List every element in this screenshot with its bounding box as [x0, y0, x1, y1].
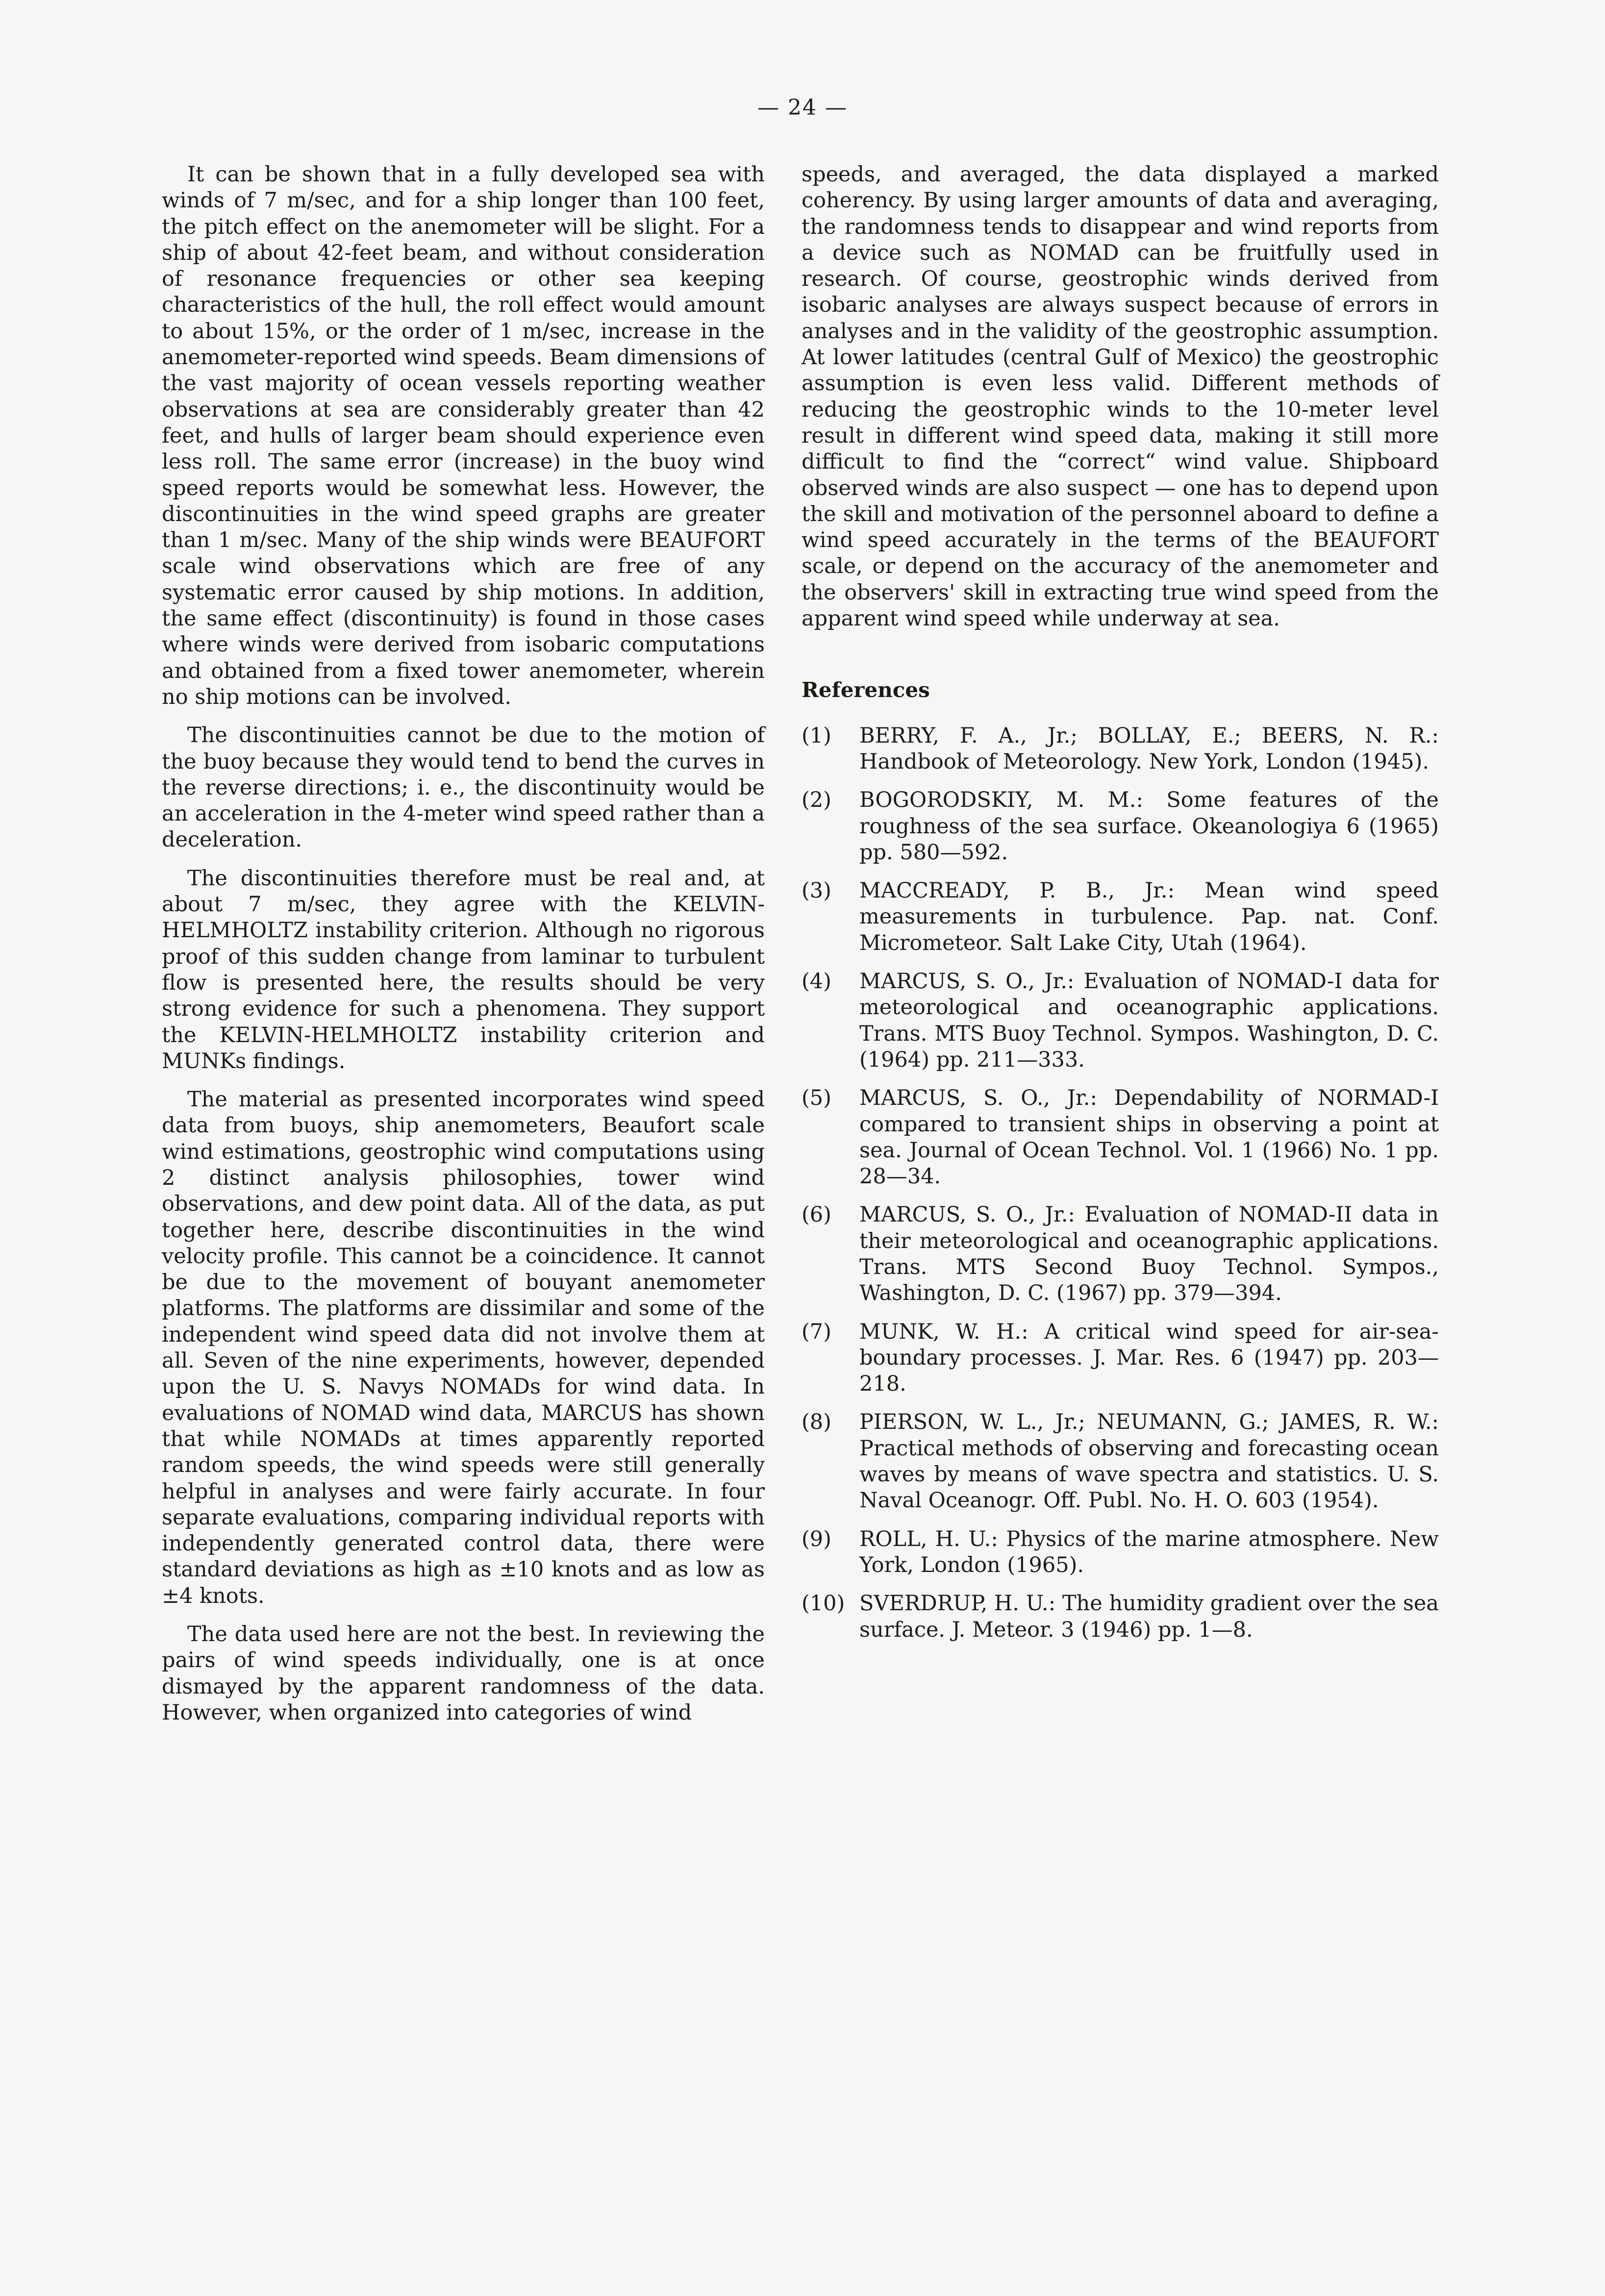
- reference-text: ROLL, H. U.: Physics of the marine atmosphere. New York, London (1965).: [859, 1526, 1439, 1577]
- reference-item: [802, 787, 1439, 866]
- page-number: — 24 —: [757, 95, 848, 120]
- left-column: [162, 162, 765, 1738]
- reference-text: SVERDRUP, H. U.: The humidity gradient over the sea surface. J. Meteor. 3 (1946) pp. 1—8.: [859, 1591, 1439, 1642]
- reference-text: MARCUS, S. O., Jr.: Evaluation of NOMAD-I data for meteorological and oceanographic applications. Trans. MTS Buoy Technol. Sympos. Washington, D. C. (1964) pp. 211—333.: [859, 969, 1439, 1072]
- body-paragraph-continued: speeds, and averaged, the data displayed a marked coherency. By using larger amounts of data and averaging, the randomness tends to disappear and wind reports from a device such as NOMAD can be fruitfully used in research. Of course, geostrophic winds derived from isobaric analyses are always suspect because of errors in analyses and in the validity of the geostrophic assumption. At lower latitudes (central Gulf of Mexico) the geostrophic assumption is even less valid. Different methods of reducing the geostrophic winds to the 10-meter level result in different wind speed data, making it still more difficult to find the “correct“ wind value. Shipboard observed winds are also suspect — one has to depend upon the skill and motivation of the personnel aboard to define a wind speed accurately in the terms of the BEAUFORT scale, or depend on the accuracy of the anemometer and the observers' skill in extracting true wind speed from the apparent wind speed while underway at sea.: [802, 162, 1439, 631]
- body-paragraph: The data used here are not the best. In reviewing the pairs of wind speeds individually, one is at once dismayed by the apparent randomness of the data. However, when organized into categories of wind: [162, 1622, 765, 1725]
- reference-text: MUNK, W. H.: A critical wind speed for air-sea-boundary processes. J. Mar. Res. 6 (1947) pp. 203—218.: [859, 1319, 1439, 1397]
- reference-text: BERRY, F. A., Jr.; BOLLAY, E.; BEERS, N. R.: Handbook of Meteorology. New York, London (1945).: [859, 723, 1439, 774]
- reference-number: (7): [802, 1319, 831, 1344]
- reference-text: BOGORODSKIY, M. M.: Some features of the roughness of the sea surface. Okeanologiya 6 (1965) pp. 580—592.: [859, 788, 1439, 865]
- body-paragraph: The discontinuities therefore must be real and, at about 7 m/sec, they agree with the KELVIN-HELMHOLTZ instability criterion. Although no rigorous proof of this sudden change from laminar to turbulent flow is presented here, the results should be very strong evidence for such a phenomena. They support the KELVIN-HELMHOLTZ instability criterion and MUNKs findings.: [162, 866, 765, 1073]
- reference-item: [802, 1202, 1439, 1306]
- reference-item: [802, 969, 1439, 1073]
- reference-item: [802, 723, 1439, 775]
- reference-number: (9): [802, 1526, 831, 1551]
- reference-item: [802, 1085, 1439, 1190]
- body-paragraph: The material as presented incorporates wind speed data from buoys, ship anemometers, Beaufort scale wind estimations, geostrophic wind computations using 2 distinct analysis philosophies, tower wind observations, and dew point data. All of the data, as put together here, describe discontinuities in the wind velocity profile. This cannot be a coincidence. It cannot be due to the movement of bouyant anemometer platforms. The platforms are dissimilar and some of the independent wind speed data did not involve them at all. Seven of the nine experiments, however, depended upon the U. S. Navys NOMADs for wind data. In evaluations of NOMAD wind data, MARCUS has shown that while NOMADs at times apparently reported random speeds, the wind speeds were still generally helpful in analyses and were fairly accurate. In four separate evaluations, comparing individual reports with independently generated control data, there were standard deviations as high as ±10 knots and as low as ±4 knots.: [162, 1087, 765, 1608]
- reference-item: [802, 1526, 1439, 1579]
- body-paragraph: It can be shown that in a fully developed sea with winds of 7 m/sec, and for a ship longer than 100 feet, the pitch effect on the anemometer will be slight. For a ship of about 42-feet beam, and without consideration of resonance frequencies or other sea keeping characteristics of the hull, the roll effect would amount to about 15%, or the order of 1 m/sec, increase in the anemometer-reported wind speeds. Beam dimensions of the vast majority of ocean vessels reporting weather observations at sea are considerably greater than 42 feet, and hulls of larger beam should experience even less roll. The same error (increase) in the buoy wind speed reports would be somewhat less. However, the discontinuities in the wind speed graphs are greater than 1 m/sec. Many of the ship winds were BEAUFORT scale wind observations which are free of any systematic error caused by ship motions. In addition, the same effect (discontinuity) is found in those cases where winds were derived from isobaric computations and obtained from a fixed tower anemometer, wherein no ship motions can be involved.: [162, 162, 765, 709]
- reference-item: [802, 878, 1439, 956]
- references-list: [802, 723, 1439, 1643]
- reference-number: (3): [802, 878, 831, 903]
- reference-text: PIERSON, W. L., Jr.; NEUMANN, G.; JAMES, R. W.: Practical methods of observing and forecasting ocean waves by means of wave spectra and statistics. U. S. Naval Oceanogr. Off. Publ. No. H. O. 603 (1954).: [859, 1410, 1439, 1513]
- reference-number: (1): [802, 723, 831, 748]
- reference-number: (6): [802, 1202, 831, 1227]
- reference-text: MACCREADY, P. B., Jr.: Mean wind speed measurements in turbulence. Pap. nat. Conf. Micrometeor. Salt Lake City, Utah (1964).: [859, 878, 1439, 955]
- reference-item: [802, 1591, 1439, 1643]
- reference-number: (10): [802, 1591, 845, 1616]
- right-column: [802, 162, 1439, 1655]
- reference-item: [802, 1319, 1439, 1398]
- references-heading: References: [802, 678, 930, 702]
- reference-text: MARCUS, S. O., Jr.: Evaluation of NOMAD-II data in their meteorological and oceanographic applications. Trans. MTS Second Buoy Technol. Sympos., Washington, D. C. (1967) pp. 379—394.: [859, 1202, 1439, 1306]
- reference-number: (2): [802, 788, 831, 813]
- reference-item: [802, 1409, 1439, 1514]
- reference-text: MARCUS, S. O., Jr.: Dependability of NORMAD-I compared to transient ships in observing a point at sea. Journal of Ocean Technol. Vol. 1 (1966) No. 1 pp. 28—34.: [859, 1086, 1439, 1189]
- reference-number: (5): [802, 1086, 831, 1111]
- body-paragraph: The discontinuities cannot be due to the motion of the buoy because they would tend to bend the curves in the reverse directions; i. e., the discontinuity would be an acceleration in the 4-meter wind speed rather than a deceleration.: [162, 723, 765, 852]
- reference-number: (4): [802, 969, 831, 994]
- reference-number: (8): [802, 1410, 831, 1435]
